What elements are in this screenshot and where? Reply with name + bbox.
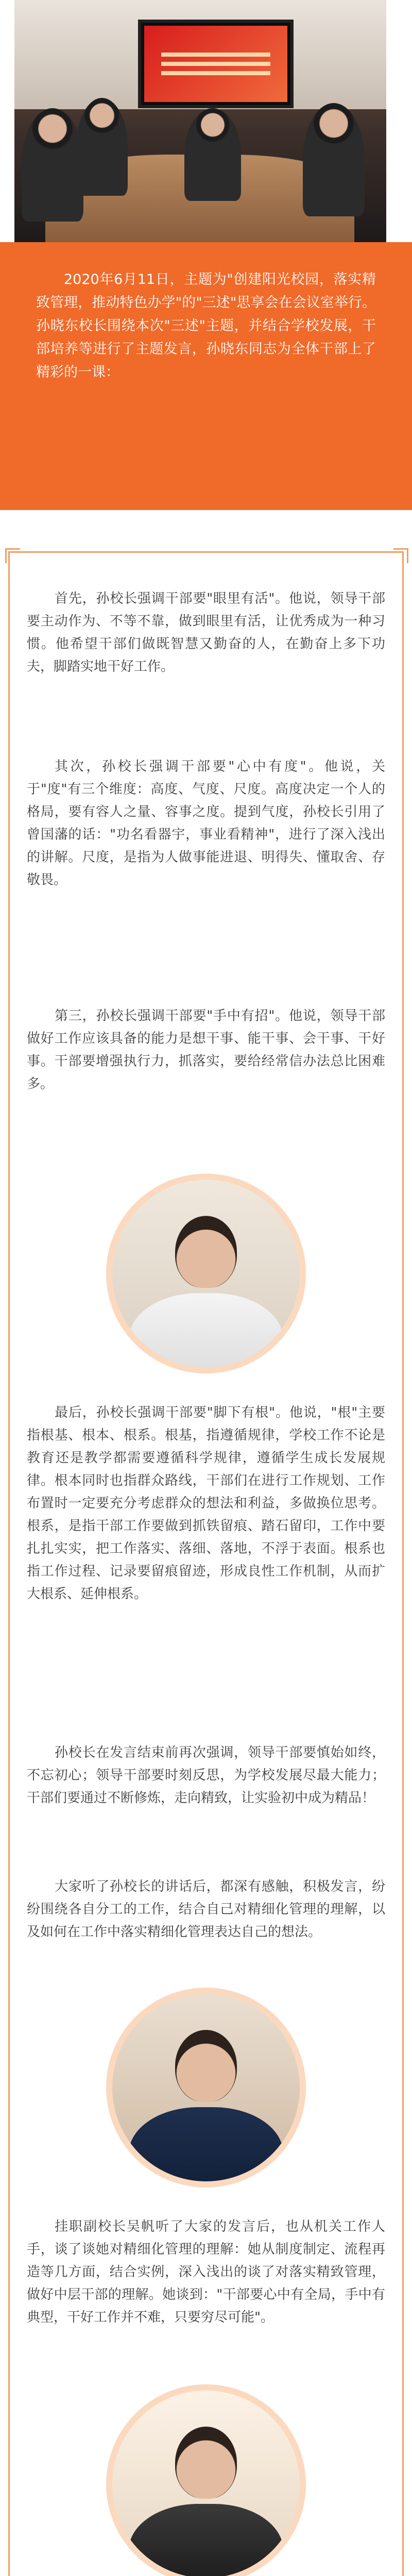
paragraph-7: 挂职副校长吴帆听了大家的发言后，也从机关工作人手，谈了谈她对精细化管理的理解：她从制度制定、流程再造等几方面，结合实例，深入浅出的谈了对落实精致管理，做好中层干部的理解。她谈到："干部要心中有全局，手中有典型，干好工作并不难，只要穷尽可能"。 <box>27 2219 385 2325</box>
portrait-vice-principal <box>112 1994 300 2181</box>
paragraph-5: 孙校长在发言结束前再次强调，领导干部要慎始如终，不忘初心；领导干部要时刻反思，为学校发展尽最大能力；干部们要通过不断修炼，走向精致，让实验初中成为精品！ <box>27 1745 385 1806</box>
paragraph-2: 其次，孙校长强调干部要"心中有度"。他说，关于"度"有三个维度：高度、气度、尺度。高度决定一个人的格局，要有容人之量、容事之度。提到气度，孙校长引用了曾国藩的话："功名看器宇，事业看精神"，进行了深入浅出的讲解。尺度，是指为人做事能进退、明得失、懂取舍、存敬畏。 <box>27 759 385 888</box>
paragraph-3: 第三，孙校长强调干部要"手中有招"。他说，领导干部做好工作应该具备的能力是想干事、能干事、会干事、干好事。干部要增强执行力，抓落实，要给经常信办法总比困难多。 <box>27 1008 385 1092</box>
paragraph-6: 大家听了孙校长的讲话后，都深有感触，积极发言，纷纷围绕各自分工的工作，结合自己对精细化管理的理解，以及如何在工作中落实精细化管理表达自己的想法。 <box>27 1879 385 1940</box>
intro-text: 2020年6月11日，主题为"创建阳光校园，落实精致管理，推动特色办学"的"三述"思享会在会议室举行。孙晓东校长围绕本次"三述"主题，并结合学校发展，干部培养等进行了主题发言，孙晓东同志为全体干部上了精彩的一课： <box>36 272 376 380</box>
portrait-secretary <box>112 2391 300 2576</box>
corner-decoration <box>5 548 20 563</box>
paragraph-1: 首先，孙校长强调干部要"眼里有活"。他说，领导干部要主动作为、不等不靠，做到眼里有活，让优秀成为一种习惯。他希望干部们做既智慧又勤奋的人，在勤奋上多下功夫，脚踏实地干好工作。 <box>27 591 385 674</box>
corner-decoration <box>393 548 408 563</box>
paragraph-4: 最后，孙校长强调干部要"脚下有根"。他说，"根"主要指根基、根本、根系。根基，指遵循规律，学校工作不论是教育还是教学都需要遵循科学规律，遵循学生成长发展规律。根本同时也指群众路线，干部们在进行工作规划、工作布置时一定要充分考虑群众的想法和利益，多做换位思考。根系，是指干部工作要做到抓铁留痕、踏石留印，工作中要扎扎实实，把工作落实、落细、落地，不浮于表面。根系也指工作过程、记录要留痕留迹，形成良性工作机制，从而扩大根系、延伸根系。 <box>27 1405 385 1602</box>
meeting-photo-top <box>14 0 386 242</box>
portrait-principal <box>112 1180 300 1367</box>
